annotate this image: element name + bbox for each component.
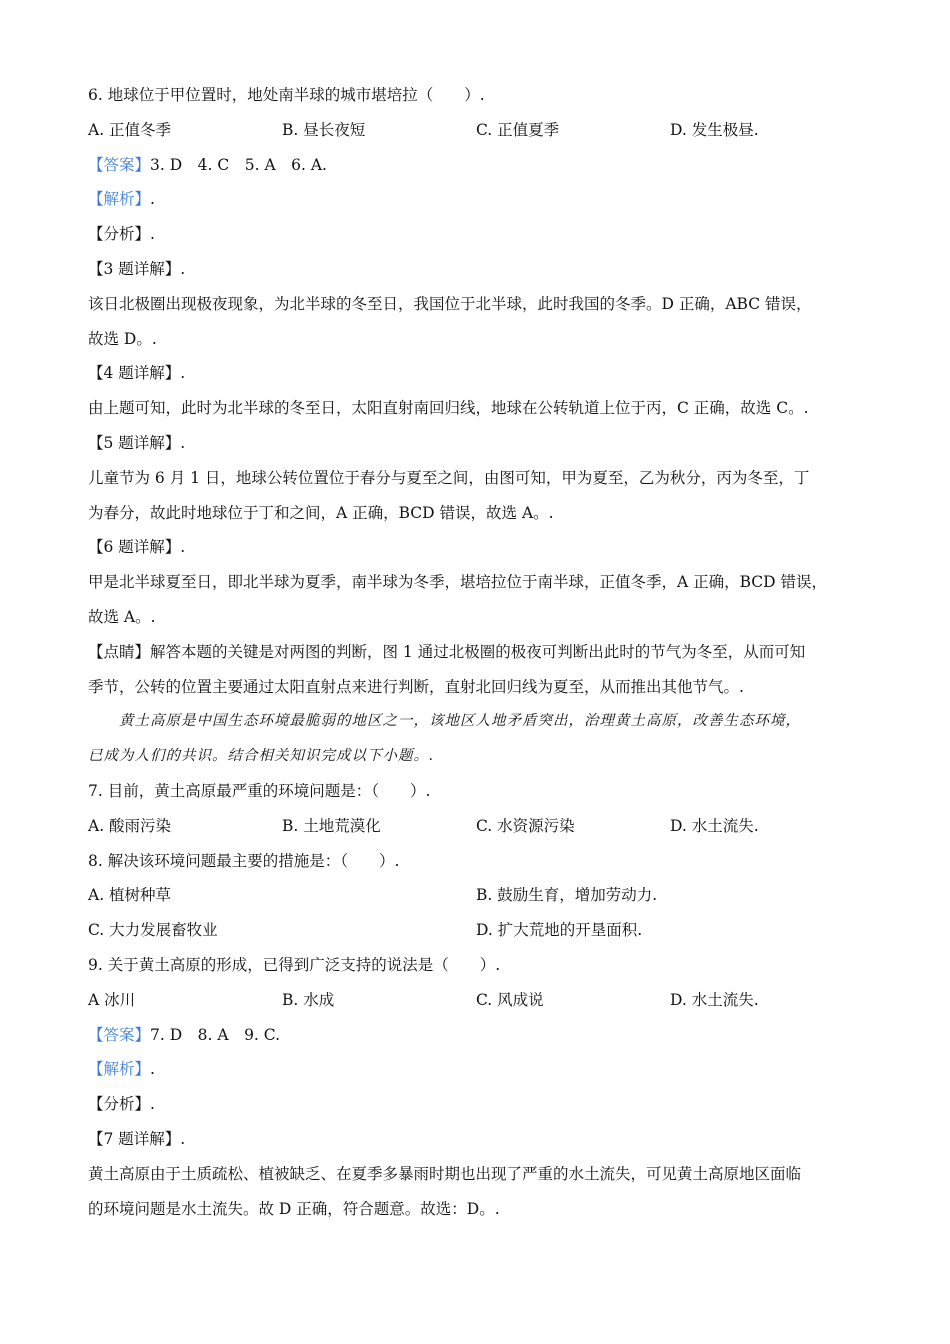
option-d: D. 水土流失.: [670, 816, 759, 835]
question-8-options-row-1: [88, 878, 878, 913]
option-c: C. 正值夏季: [476, 120, 560, 139]
analysis-text: .: [150, 1060, 155, 1079]
option-c: C. 风成说: [476, 990, 544, 1009]
option-a: A. 酸雨污染: [88, 816, 172, 835]
option-d: D. 水土流失.: [670, 990, 759, 1009]
question-6-options: [88, 113, 878, 148]
q6-detail-line-1: 甲是北半球夏至日，即北半球为夏季，南半球为冬季，堪培拉位于南半球，正值冬季，A 正确，BCD 错误，: [88, 573, 828, 592]
q4-detail-heading: 【4 题详解】.: [88, 364, 186, 383]
analysis-text: .: [150, 190, 155, 209]
option-d: D. 扩大荒地的开垦面积.: [476, 921, 643, 940]
page-content: [88, 78, 878, 1226]
analysis-label: 【解析】: [88, 190, 151, 209]
answer-text: 3. D 4. C 5. A 6. A.: [150, 155, 327, 174]
answer-label: 【答案】: [88, 155, 151, 174]
q7-detail-heading: 【7 题详解】.: [88, 1129, 186, 1148]
answer-line-1: [88, 148, 878, 183]
dianjing-line-2: 季节，公转的位置主要通过太阳直射点来进行判断，直射北回归线为夏至，从而推出其他节气。.: [88, 677, 744, 696]
question-8-stem: 8. 解决该环境问题最主要的措施是：（ ）.: [88, 851, 400, 870]
option-b: B. 鼓励生育，增加劳动力.: [476, 886, 658, 905]
question-7-options: [88, 809, 878, 844]
q5-detail-line-1: 儿童节为 6 月 1 日，地球公转位置位于春分与夏至之间，由图可知，甲为夏至，乙为秋分，丙为冬至，丁: [88, 468, 810, 487]
question-6-stem: 6. 地球位于甲位置时，地处南半球的城市堪培拉（ ）.: [88, 86, 485, 104]
q6-detail-line-2: 故选 A。.: [88, 607, 156, 626]
q3-detail-heading: 【3 题详解】.: [88, 259, 186, 278]
q3-detail-line-1: 该日北极圈出现极夜现象，为北半球的冬至日，我国位于北半球，此时我国的冬季。D 正确，ABC 错误，: [88, 294, 812, 313]
question-8-options-row-2: [88, 913, 878, 948]
answer-text: 7. D 8. A 9. C.: [150, 1025, 281, 1044]
q6-detail-heading: 【6 题详解】.: [88, 538, 186, 557]
q7-detail-line-1: 黄土高原由于土质疏松、植被缺乏、在夏季多暴雨时期也出现了严重的水土流失，可见黄土高原地区面临: [88, 1164, 802, 1183]
q3-detail-line-2: 故选 D。.: [88, 329, 157, 348]
question-9-options: [88, 983, 878, 1018]
analysis-line-2: [88, 1052, 878, 1087]
fenxi-line-2: 【分析】.: [88, 1095, 155, 1114]
passage-line-1: 黄土高原是中国生态环境最脆弱的地区之一，该地区人地矛盾突出，治理黄土高原，改善生态环境，: [119, 713, 801, 730]
option-b: B. 昼长夜短: [282, 120, 366, 139]
q5-detail-line-2: 为春分，故此时地球位于丁和之间，A 正确，BCD 错误，故选 A。.: [88, 503, 554, 522]
question-7-stem: 7. 目前，黄土高原最严重的环境问题是：（ ）.: [88, 781, 431, 800]
q4-detail-line-1: 由上题可知，此时为北半球的冬至日，太阳直射南回归线，地球在公转轨道上位于丙，C 正确，故选 C。.: [88, 399, 809, 418]
analysis-label: 【解析】: [88, 1060, 151, 1079]
option-c: C. 大力发展畜牧业: [88, 921, 218, 940]
option-a: A. 植树种草: [88, 886, 172, 905]
answer-label: 【答案】: [88, 1025, 151, 1044]
answer-line-2: [88, 1018, 878, 1053]
option-b: B. 土地荒漠化: [282, 816, 381, 835]
option-a: A 冰川: [88, 990, 136, 1009]
q7-detail-line-2: 的环境问题是水土流失。故 D 正确，符合题意。故选：D。.: [88, 1199, 500, 1218]
option-c: C. 水资源污染: [476, 816, 575, 835]
question-9-stem: 9. 关于黄土高原的形成，已得到广泛支持的说法是（ ）.: [88, 955, 501, 974]
analysis-line-1: [88, 182, 878, 217]
dianjing-line-1: 【点睛】解答本题的关键是对两图的判断，图 1 通过北极圈的极夜可判断出此时的节气为冬至，从而可知: [88, 642, 806, 661]
option-a: A. 正值冬季: [88, 120, 172, 139]
option-b: B. 水成: [282, 990, 335, 1009]
q5-detail-heading: 【5 题详解】.: [88, 433, 186, 452]
passage-line-2: 已成为人们的共识。结合相关知识完成以下小题。.: [88, 748, 435, 765]
option-d: D. 发生极昼.: [670, 120, 759, 139]
fenxi-line-1: 【分析】.: [88, 225, 155, 244]
